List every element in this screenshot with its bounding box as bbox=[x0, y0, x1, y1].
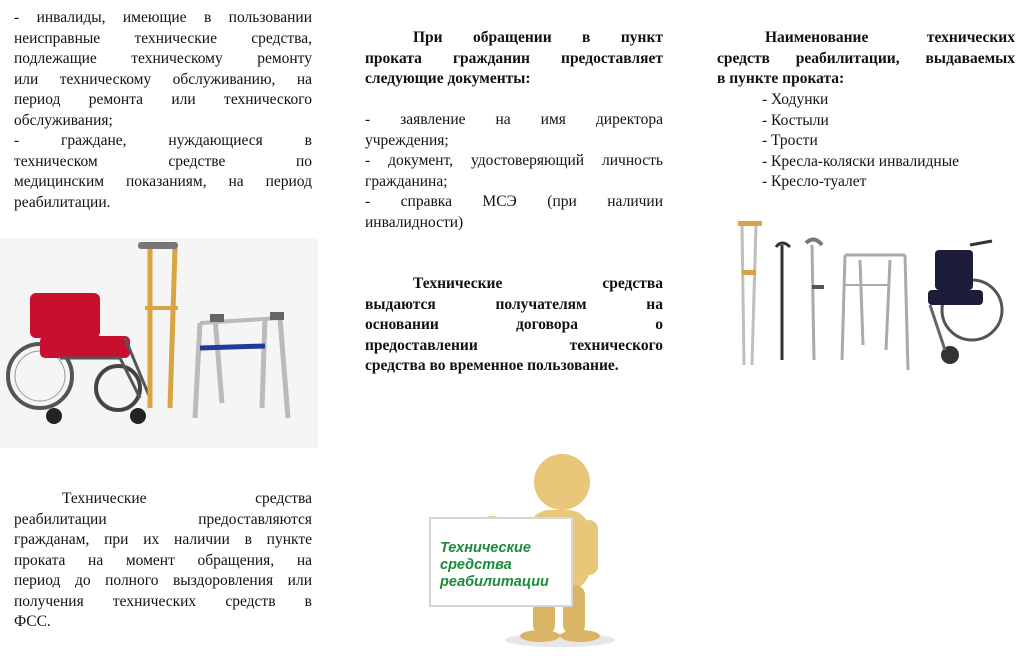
sign-text-line: средства bbox=[440, 557, 512, 573]
issuance-paragraph bbox=[365, 274, 663, 377]
text-line: основании договора о bbox=[365, 316, 663, 333]
text-line: реабилитации. bbox=[14, 193, 111, 211]
text-line: следующие документы: bbox=[365, 70, 531, 87]
text-line: ФСС. bbox=[14, 613, 51, 630]
list-item: учреждения; bbox=[365, 131, 449, 149]
text-line: период до полного выздоровления или bbox=[14, 572, 312, 589]
figure-with-sign-illustration bbox=[400, 450, 625, 650]
cane-icon bbox=[776, 243, 790, 360]
list-item: гражданина; bbox=[365, 172, 448, 190]
list-item: - заявление на имя директора bbox=[365, 111, 663, 128]
text-line: получения технических средств в bbox=[14, 592, 312, 610]
list-item: - Кресла-коляски инвалидные bbox=[762, 152, 960, 170]
list-item: - Кресло-туалет bbox=[762, 173, 867, 190]
equipment-heading bbox=[717, 28, 1015, 90]
text-line: средства во временное пользование. bbox=[365, 357, 619, 374]
equipment-list bbox=[762, 90, 1022, 193]
text-line: или техническому обслуживанию, на bbox=[14, 70, 312, 88]
documents-list bbox=[365, 110, 663, 233]
text-line: При обращении в пункт bbox=[413, 29, 663, 46]
list-item: - Трости bbox=[762, 132, 818, 149]
list-item: - документ, удостоверяющий личность bbox=[365, 152, 663, 169]
text-line: период ремонта или технического bbox=[14, 91, 312, 108]
text-line: проката гражданин предоставляет bbox=[365, 49, 663, 67]
text-line: Технические средства bbox=[62, 490, 312, 507]
forearm-crutch-icon bbox=[806, 239, 824, 360]
text-line: - инвалиды, имеющие в пользовании bbox=[14, 9, 312, 26]
text-line: проката на момент обращения, на bbox=[14, 551, 312, 569]
text-line: медицинским показаниям, на период bbox=[14, 173, 312, 190]
list-item: - справка МСЭ (при наличии bbox=[365, 193, 663, 210]
text-line: реабилитации предоставляются bbox=[14, 510, 312, 528]
list-item: инвалидности) bbox=[365, 213, 464, 231]
text-line: в пункте проката: bbox=[717, 70, 845, 87]
text-line: подлежащие техническому ремонту bbox=[14, 50, 312, 67]
text-line: средств реабилитации, выдаваемых bbox=[717, 49, 1015, 67]
text-line: обслуживания; bbox=[14, 111, 113, 129]
text-line: Технические средства bbox=[413, 275, 663, 292]
sign-text-line: Технические bbox=[440, 540, 531, 556]
text-line: неисправные технические средства, bbox=[14, 29, 312, 47]
text-line: Наименование технических bbox=[765, 29, 1015, 46]
text-line: предоставлении технического bbox=[365, 336, 663, 354]
provision-conditions-text bbox=[14, 489, 312, 633]
text-line: гражданам, при их наличии в пункте bbox=[14, 531, 312, 548]
text-line: техническом средстве по bbox=[14, 152, 312, 170]
rehab-equipment-illustration-right bbox=[730, 215, 1010, 380]
walker-icon bbox=[842, 255, 908, 370]
rehab-equipment-illustration-left bbox=[0, 238, 318, 448]
eligible-persons-text bbox=[14, 8, 312, 213]
documents-heading bbox=[365, 28, 663, 90]
text-line: - граждане, нуждающиеся в bbox=[14, 132, 312, 149]
list-item: - Костыли bbox=[762, 111, 829, 129]
wheelchair-icon bbox=[928, 241, 1002, 364]
list-item: - Ходунки bbox=[762, 91, 829, 108]
crutch-icon bbox=[738, 221, 762, 365]
text-line: выдаются получателям на bbox=[365, 295, 663, 313]
sign-text-line: реабилитации bbox=[440, 574, 549, 590]
